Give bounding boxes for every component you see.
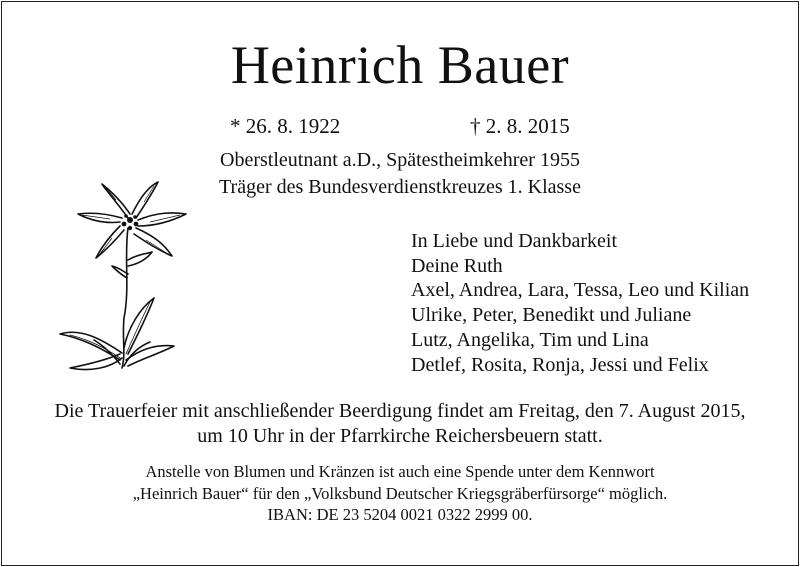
family-line: Ulrike, Peter, Benedikt und Juliane xyxy=(411,304,692,327)
service-line: Die Trauerfeier mit anschließender Beerdigung findet am Freitag, den 7. August 2015, xyxy=(54,400,746,422)
family-line: Deine Ruth xyxy=(411,254,503,277)
family-list xyxy=(411,229,749,377)
birth-date: * 26. 8. 1922 xyxy=(230,114,341,138)
iban-line: IBAN: DE 23 5204 0021 0322 2999 00. xyxy=(267,505,533,524)
rank-line: Oberstleutnant a.D., Spätestheimkehrer 1955 xyxy=(220,149,580,171)
family-line: Detlef, Rosita, Ronja, Jessi und Felix xyxy=(411,353,709,376)
service-announcement xyxy=(0,399,800,449)
family-line: Axel, Andrea, Lara, Tessa, Leo und Kilian xyxy=(411,279,750,302)
family-line: In Liebe und Dankbarkeit xyxy=(411,230,618,252)
donation-note xyxy=(0,461,800,526)
donation-line: Anstelle von Blumen und Kränzen ist auch eine Spende unter dem Kennwort xyxy=(145,462,655,481)
family-line: Lutz, Angelika, Tim und Lina xyxy=(411,328,649,351)
service-line: um 10 Uhr in der Pfarrkirche Reichersbeuern statt. xyxy=(197,425,603,447)
death-date: † 2. 8. 2015 xyxy=(470,114,570,138)
edelweiss-flower-icon xyxy=(50,178,190,378)
award-line: Träger des Bundesverdienstkreuzes 1. Klasse xyxy=(219,176,581,198)
donation-line: „Heinrich Bauer“ für den „Volksbund Deutscher Kriegsgräberfürsorge“ möglich. xyxy=(132,483,668,503)
deceased-name: Heinrich Bauer xyxy=(230,35,570,95)
